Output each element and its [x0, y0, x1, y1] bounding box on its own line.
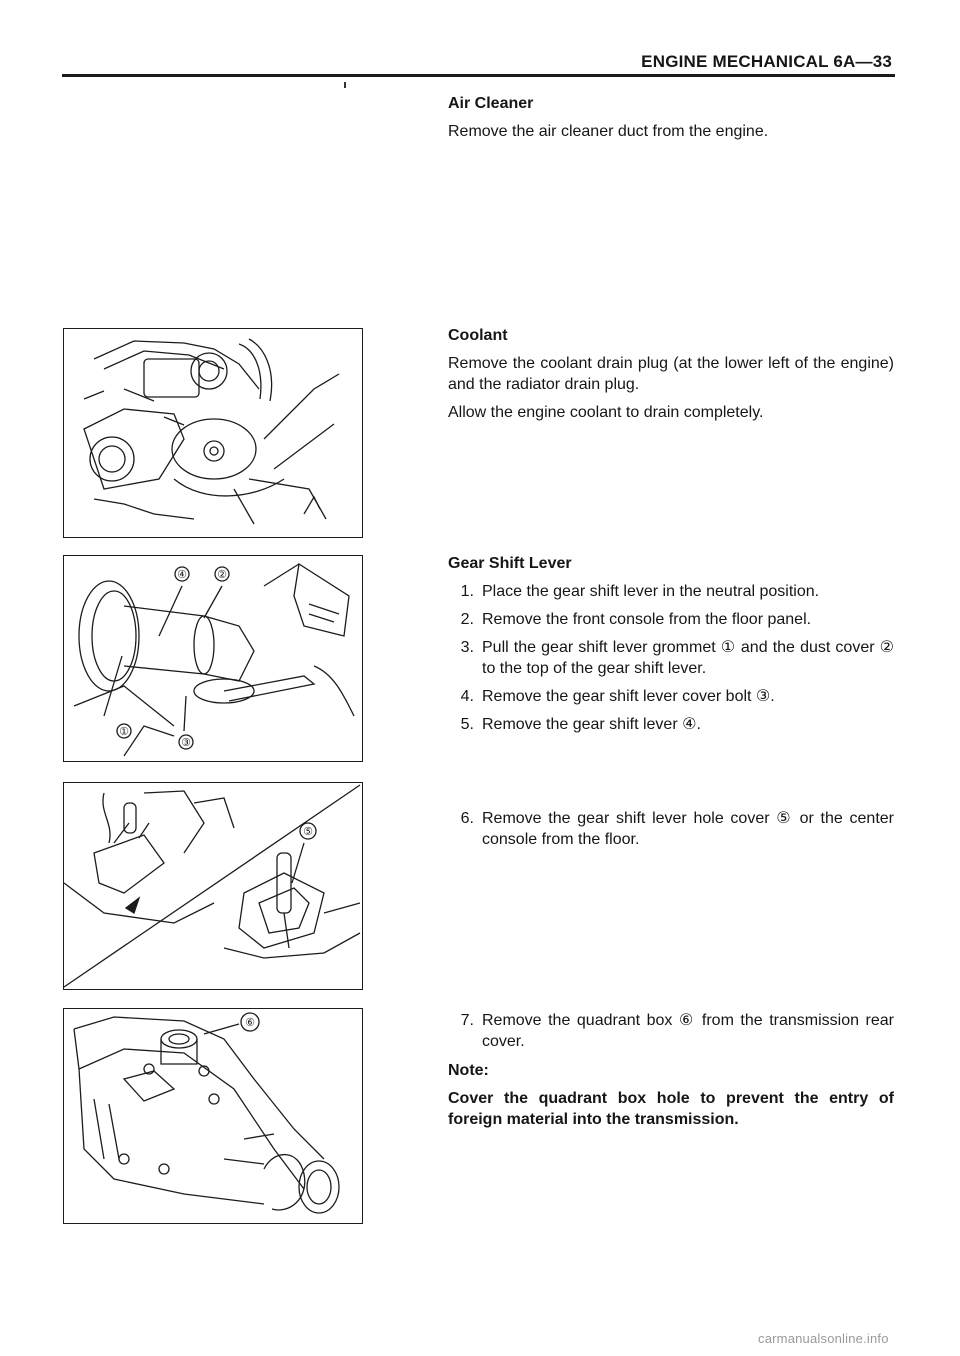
list-item: 5. Remove the gear shift lever ④. — [460, 716, 701, 733]
air-cleaner-text: Remove the air cleaner duct from the engine. — [448, 123, 769, 140]
section-air-cleaner — [448, 93, 894, 149]
heading-gear-shift-lever: Gear Shift Lever — [448, 555, 572, 572]
heading-coolant: Coolant — [448, 327, 508, 344]
gear-shift-steps — [448, 581, 894, 735]
heading-air-cleaner: Air Cleaner — [448, 95, 534, 112]
list-item: 6. Remove the gear shift lever hole cover ⑤ or the center console from the floor. — [460, 810, 894, 848]
engine-illustration — [64, 329, 362, 537]
figure-quadrant-box — [63, 1008, 363, 1224]
list-item: 7. Remove the quadrant box ⑥ from the transmission rear cover. — [460, 1012, 894, 1050]
section-gear-shift-lever — [448, 553, 894, 742]
figure-hole-cover — [63, 782, 363, 990]
hole-cover-illustration — [64, 783, 362, 989]
callout-4: ④ — [177, 569, 187, 581]
scan-mark — [344, 82, 346, 88]
callout-2: ② — [217, 569, 227, 581]
callout-6: ⑥ — [245, 1017, 255, 1029]
coolant-paragraph-2: Allow the engine coolant to drain completely. — [448, 404, 764, 421]
coolant-paragraph-1: Remove the coolant drain plug (at the lower left of the engine) and the radiator drain plug. — [448, 355, 894, 393]
list-item: 2. Remove the front console from the floor panel. — [460, 611, 812, 628]
header-rule — [62, 74, 895, 77]
list-item: 1. Place the gear shift lever in the neutral position. — [460, 583, 820, 600]
figure-coolant-drain — [63, 328, 363, 538]
section-hole-cover — [448, 808, 894, 857]
section-coolant — [448, 325, 894, 430]
page-header: ENGINE MECHANICAL 6A—33 — [641, 52, 892, 71]
watermark: carmanualsonline.info — [758, 1331, 889, 1346]
figure-gear-shift-lever — [63, 555, 363, 762]
gear-lever-illustration — [64, 556, 362, 761]
note-text: Cover the quadrant box hole to prevent the entry of foreign material into the transmission. — [448, 1090, 894, 1128]
callout-3: ③ — [181, 737, 191, 749]
list-item: 3. Pull the gear shift lever grommet ① and the dust cover ② to the top of the gear shift lever. — [460, 639, 894, 677]
callout-1: ① — [119, 726, 129, 738]
note-label: Note: — [448, 1062, 489, 1079]
list-item: 4. Remove the gear shift lever cover bolt ③. — [460, 688, 775, 705]
transmission-illustration — [64, 1009, 362, 1223]
callout-5: ⑤ — [303, 826, 313, 838]
section-quadrant-box — [448, 1010, 894, 1130]
